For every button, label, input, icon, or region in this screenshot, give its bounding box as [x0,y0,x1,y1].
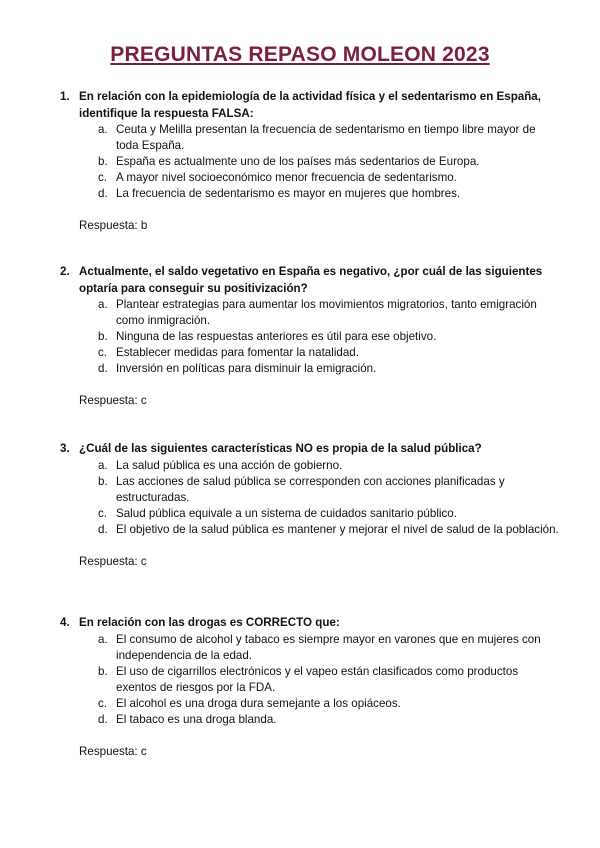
option-b [0,474,600,506]
document-title: PREGUNTAS REPASO MOLEON 2023 [110,43,490,66]
option-letter: c. [98,506,108,520]
answer-text: Respuesta: c [79,394,147,407]
option-b [0,329,600,345]
option-d [0,361,600,377]
option-list [0,122,600,202]
question-text: ¿Cuál de las siguientes características NO es propia de la salud pública? [79,442,482,455]
question-1 [0,89,600,234]
question-3 [0,441,600,570]
question-number: 1. [60,90,70,103]
option-text: Plantear estrategias para aumentar los movimientos migratorios, tanto emigración como inmigración. [116,298,537,327]
option-text: El consumo de alcohol y tabaco es siempre mayor en varones que en mujeres con independencia de la edad. [116,632,541,662]
question-text: En relación con las drogas es CORRECTO que: [79,616,340,629]
answer-text: Respuesta: c [79,554,147,568]
option-text: Las acciones de salud pública se corresponden con acciones planificadas y estructuradas. [116,474,505,504]
option-text: Ceuta y Melilla presentan la frecuencia de sedentarismo en tiempo libre mayor de toda España. [116,123,536,152]
option-letter: b. [98,155,108,168]
question-header [0,441,600,458]
option-text: La salud pública es una acción de gobierno. [116,458,343,472]
question-text: Actualmente, el saldo vegetativo en España es negativo, ¿por cuál de las siguientes optaría para conseguir su positivización? [79,265,543,295]
option-d [0,712,600,728]
answer-text: Respuesta: c [79,744,147,758]
option-letter: c. [98,346,108,359]
option-text: Ninguna de las respuestas anteriores es útil para ese objetivo. [116,330,437,343]
option-letter: a. [98,123,108,136]
option-letter: d. [98,712,108,726]
option-letter: b. [98,664,108,678]
option-letter: b. [98,330,108,343]
question-header [0,89,600,122]
option-d [0,186,600,202]
question-2 [0,264,600,409]
option-c [0,506,600,522]
option-letter: a. [98,632,108,646]
option-text: El uso de cigarrillos electrónicos y el vapeo están clasificados como productos exentos de riesgos por la FDA. [116,664,519,694]
option-list [0,297,600,377]
question-header [0,264,600,297]
question-text: En relación con la epidemiología de la actividad física y el sedentarismo en España, identifique la respuesta FALSA: [79,90,541,120]
option-a [0,122,600,154]
option-letter: d. [98,522,108,536]
question-number: 4. [60,616,70,629]
option-c [0,345,600,361]
question-number: 2. [60,265,70,278]
question-header [0,615,600,632]
option-letter: b. [98,474,108,488]
option-text: A mayor nivel socioeconómico menor frecuencia de sedentarismo. [116,171,457,184]
option-d [0,522,600,538]
question-number: 3. [60,442,70,455]
option-text: Establecer medidas para fomentar la natalidad. [116,346,359,359]
option-text: Inversión en políticas para disminuir la emigración. [116,362,377,375]
option-text: Salud pública equivale a un sistema de cuidados sanitario público. [116,506,457,520]
option-text: El alcohol es una droga dura semejante a los opiáceos. [116,696,401,710]
option-letter: a. [98,298,108,311]
option-list [0,458,600,538]
option-list [0,632,600,728]
option-letter: a. [98,458,108,472]
option-letter: c. [98,171,108,184]
option-text: La frecuencia de sedentarismo es mayor en mujeres que hombres. [116,187,461,200]
option-letter: c. [98,696,108,710]
option-text: El tabaco es una droga blanda. [116,712,277,726]
option-letter: d. [98,187,108,200]
option-a [0,297,600,329]
option-text: España es actualmente uno de los países más sedentarios de Europa. [116,155,480,168]
option-a [0,632,600,664]
answer-text: Respuesta: b [79,219,148,232]
option-letter: d. [98,362,108,375]
question-4 [0,615,600,760]
option-c [0,696,600,712]
option-b [0,664,600,696]
option-c [0,170,600,186]
option-text: El objetivo de la salud pública es mantener y mejorar el nivel de salud de la población. [116,522,559,536]
option-b [0,154,600,170]
option-a [0,458,600,474]
